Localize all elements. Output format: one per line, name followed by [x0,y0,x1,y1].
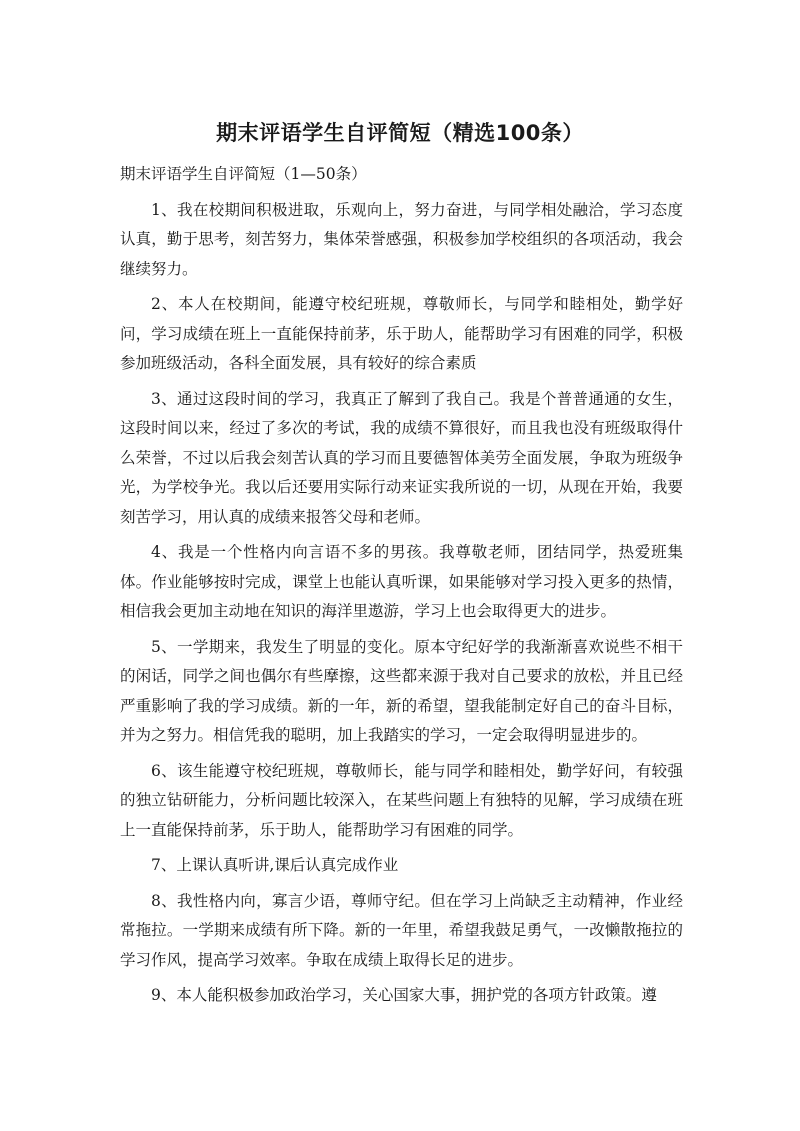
paragraph-5: 5、一学期来，我发生了明显的变化。原本守纪好学的我渐渐喜欢说些不相干的闲话，同学之间也偶尔有些摩擦，这些都来源于我对自己要求的放松，并且已经严重影响了我的学习成绩。新的一年，新的希望，望我能制定好自己的奋斗目标，并为之努力。相信凭我的聪明，加上我踏实的学习，一定会取得明显进步的。 [120,637,683,744]
paragraph-7: 7、上课认真听讲,课后认真完成作业 [151,856,399,874]
paragraph-9: 9、本人能积极参加政治学习，关心国家大事，拥护党的各项方针政策。遵 [151,986,657,1004]
paragraph-8: 8、我性格内向，寡言少语，尊师守纪。但在学习上尚缺乏主动精神，作业经常拖拉。一学期来成绩有所下降。新的一年里，希望我鼓足勇气，一改懒散拖拉的学习作风，提高学习效率。争取在成绩上取得长足的进步。 [120,891,683,969]
paragraph-3: 3、通过这段时间的学习，我真正了解到了我自己。我是个普普通通的女生，这段时间以来，经过了多次的考试，我的成绩不算很好，而且我也没有班级取得什么荣誉，不过以后我会刻苦认真的学习而且要德智体美劳全面发展，争取为班级争光，为学校争光。我以后还要用实际行动来证实我所说的一切，从现在开始，我要刻苦学习，用认真的成绩来报答父母和老师。 [120,389,683,526]
paragraph-2: 2、本人在校期间，能遵守校纪班规，尊敬师长，与同学和睦相处，勤学好问，学习成绩在班上一直能保持前茅，乐于助人，能帮助学习有困难的同学，积极参加班级活动，各科全面发展，具有较好的综合素质 [120,295,683,372]
paragraph-6: 6、该生能遵守校纪班规，尊敬师长，能与同学和睦相处，勤学好问，有较强的独立钻研能力，分析问题比较深入，在某些问题上有独特的见解，学习成绩在班上一直能保持前茅，乐于助人，能帮助学习有困难的同学。 [120,761,683,839]
paragraph-4: 4、我是一个性格内向言语不多的男孩。我尊敬老师，团结同学，热爱班集体。作业能够按时完成，课堂上也能认真听课，如果能够对学习投入更多的热情，相信我会更加主动地在知识的海洋里遨游，学习上也会取得更大的进步。 [120,543,683,620]
paragraph-1: 1、我在校期间积极进取，乐观向上，努力奋进，与同学相处融洽，学习态度认真，勤于思考，刻苦努力，集体荣誉感强，积极参加学校组织的各项活动，我会继续努力。 [120,200,683,278]
document-title: 期末评语学生自评简短（精选100条） [216,121,584,145]
section-subtitle: 期末评语学生自评简短（1—50条） [120,165,367,183]
document-body [120,160,683,1017]
